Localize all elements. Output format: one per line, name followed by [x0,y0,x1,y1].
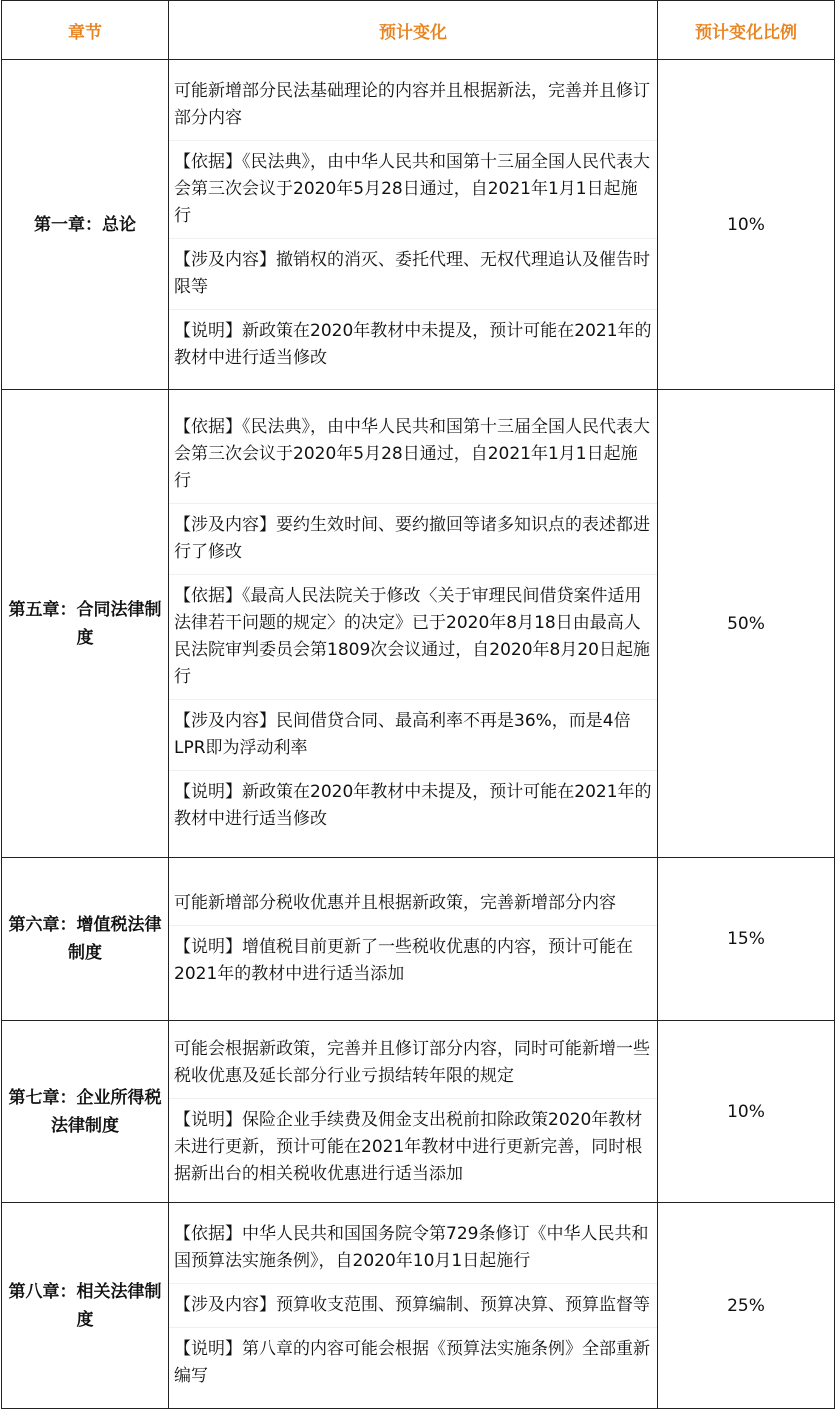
change-cell [169,60,658,390]
chapter-cell: 第七章：企业所得税法律制度 [2,1021,169,1203]
table-row [2,390,835,858]
chapter-cell: 第六章：增值税法律制度 [2,858,169,1021]
change-paragraph: 可能会根据新政策，完善并且修订部分内容，同时可能新增一些税收优惠及延长部分行业亏损结转年限的规定 [174,1038,650,1086]
change-paragraph: 【说明】新政策在2020年教材中未提及，预计可能在2021年的教材中进行适当修改 [169,309,657,380]
change-paragraph: 【依据】《民法典》，由中华人民共和国第十三届全国人民代表大会第三次会议于2020年5月28日通过，自2021年1月1日起施行 [174,417,650,491]
header-change: 预计变化 [169,1,658,60]
change-paragraph: 【说明】保险企业手续费及佣金支出税前扣除政策2020年教材未进行更新，预计可能在2021年教材中进行更新完善，同时根据新出台的相关税收优惠进行适当添加 [169,1098,657,1196]
ratio-cell: 10% [658,1021,835,1203]
change-cell [169,390,658,858]
change-paragraph: 可能新增部分民法基础理论的内容并且根据新法，完善并且修订部分内容 [174,80,650,128]
chapter-cell: 第八章：相关法律制度 [2,1203,169,1409]
ratio-cell: 50% [658,390,835,858]
chapter-cell: 第五章：合同法律制度 [2,390,169,858]
header-chapter: 章节 [2,1,169,60]
header-ratio: 预计变化比例 [658,1,835,60]
change-paragraph: 【说明】增值税目前更新了一些税收优惠的内容，预计可能在2021年的教材中进行适当添加 [169,925,657,996]
table-row [2,1203,835,1409]
change-paragraph: 【依据】《最高人民法院关于修改〈关于审理民间借贷案件适用法律若干问题的规定〉的决定》已于2020年8月18日由最高人民法院审判委员会第1809次会议通过，自2020年8月20日起施行 [169,574,657,699]
change-paragraph: 【说明】新政策在2020年教材中未提及，预计可能在2021年的教材中进行适当修改 [169,770,657,841]
change-paragraph: 【涉及内容】预算收支范围、预算编制、预算决算、预算监督等 [169,1283,657,1327]
change-cell [169,1021,658,1203]
table-row [2,858,835,1021]
header-row [2,1,835,60]
change-cell [169,1203,658,1409]
change-paragraph: 【依据】《民法典》，由中华人民共和国第十三届全国人民代表大会第三次会议于2020年5月28日通过，自2021年1月1日起施行 [169,140,657,238]
forecast-table [1,0,835,1409]
change-paragraph: 【涉及内容】撤销权的消灭、委托代理、无权代理追认及催告时限等 [169,238,657,309]
ratio-cell: 25% [658,1203,835,1409]
change-cell [169,858,658,1021]
ratio-cell: 15% [658,858,835,1021]
change-paragraph: 【涉及内容】要约生效时间、要约撤回等诸多知识点的表述都进行了修改 [169,503,657,574]
chapter-cell: 第一章：总论 [2,60,169,390]
table-row [2,1021,835,1203]
change-paragraph: 【涉及内容】民间借贷合同、最高利率不再是36%，而是4倍LPR即为浮动利率 [169,699,657,770]
change-paragraph: 【说明】第八章的内容可能会根据《预算法实施条例》全部重新编写 [169,1327,657,1398]
change-paragraph: 可能新增部分税收优惠并且根据新政策，完善新增部分内容 [174,893,616,913]
table-row [2,60,835,390]
ratio-cell: 10% [658,60,835,390]
change-paragraph: 【依据】中华人民共和国国务院令第729条修订《中华人民共和国预算法实施条例》，自2020年10月1日起施行 [174,1224,649,1271]
